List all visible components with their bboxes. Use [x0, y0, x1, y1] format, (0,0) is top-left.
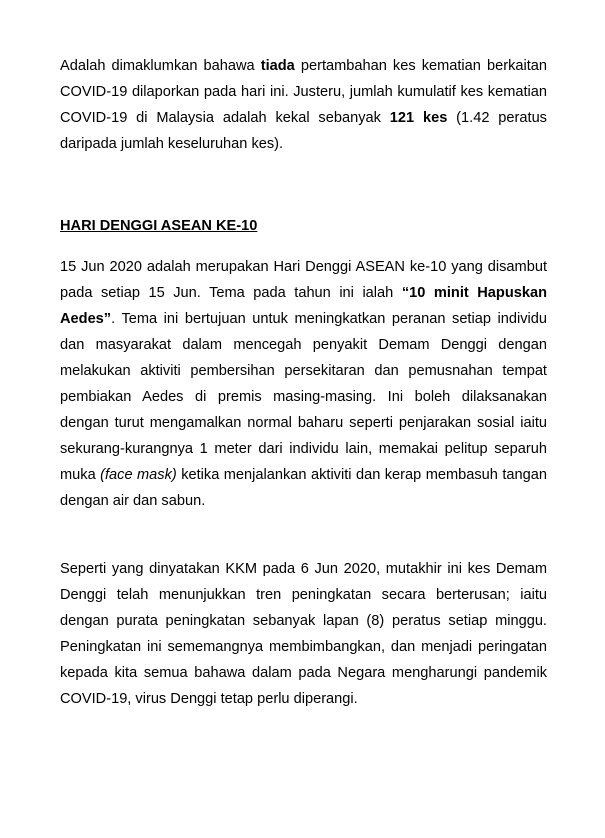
text-run: . Tema ini bertujuan untuk meningkatkan peranan setiap individu dan masyarakat dalam mencegah penyakit Demam Denggi dengan melakukan aktiviti pembersihan persekitaran dan pemusnahan tempat pembiakan Aedes di premis masing-masing. Ini boleh dilaksanakan dengan turut mengamalkan normal baharu seperti penjarakan sosial iaitu sekurang-kurangnya 1 meter dari individu lain, memakai pelitup separuh muka — [60, 311, 547, 483]
text-run: (1.42 peratus daripada jumlah keseluruhan kes). — [60, 110, 547, 152]
text-run: 15 Jun 2020 adalah merupakan Hari Denggi ASEAN ke-10 yang disambut pada setiap 15 Jun. Tema pada tahun ini ialah — [60, 259, 547, 301]
bold-text: “10 minit Hapuskan Aedes” — [60, 285, 548, 327]
bold-text: 121 kes — [389, 110, 448, 126]
text-run: Adalah dimaklumkan bahawa — [60, 58, 261, 74]
paragraph-covid-deaths — [60, 53, 547, 157]
text-run: ketika menjalankan aktiviti dan kerap membasuh tangan dengan air dan sabun. — [60, 467, 547, 509]
text-run: pertambahan kes kematian berkaitan COVID-19 dilaporkan pada hari ini. Justeru, jumlah kumulatif kes kematian COVID-19 di Malaysia adalah kekal sebanyak — [60, 58, 548, 126]
bold-text: tiada — [260, 58, 295, 74]
paragraph-dengue-trend: Seperti yang dinyatakan KKM pada 6 Jun 2020, mutakhir ini kes Demam Denggi telah menunjukkan tren peningkatan secara berterusan; iaitu dengan purata peningkatan sebanyak lapan (8) peratus setiap minggu. Peningkatan ini sememangnya membimbangkan, dan menjadi peringatan kepada kita semua bahawa dalam pada Negara mengharungi pandemik COVID-19, virus Denggi tetap perlu diperangi. — [60, 561, 547, 707]
paragraph-dengue-day — [60, 254, 547, 514]
section-heading: HARI DENGGI ASEAN KE-10 — [60, 218, 258, 234]
italic-text: (face mask) — [100, 467, 177, 483]
